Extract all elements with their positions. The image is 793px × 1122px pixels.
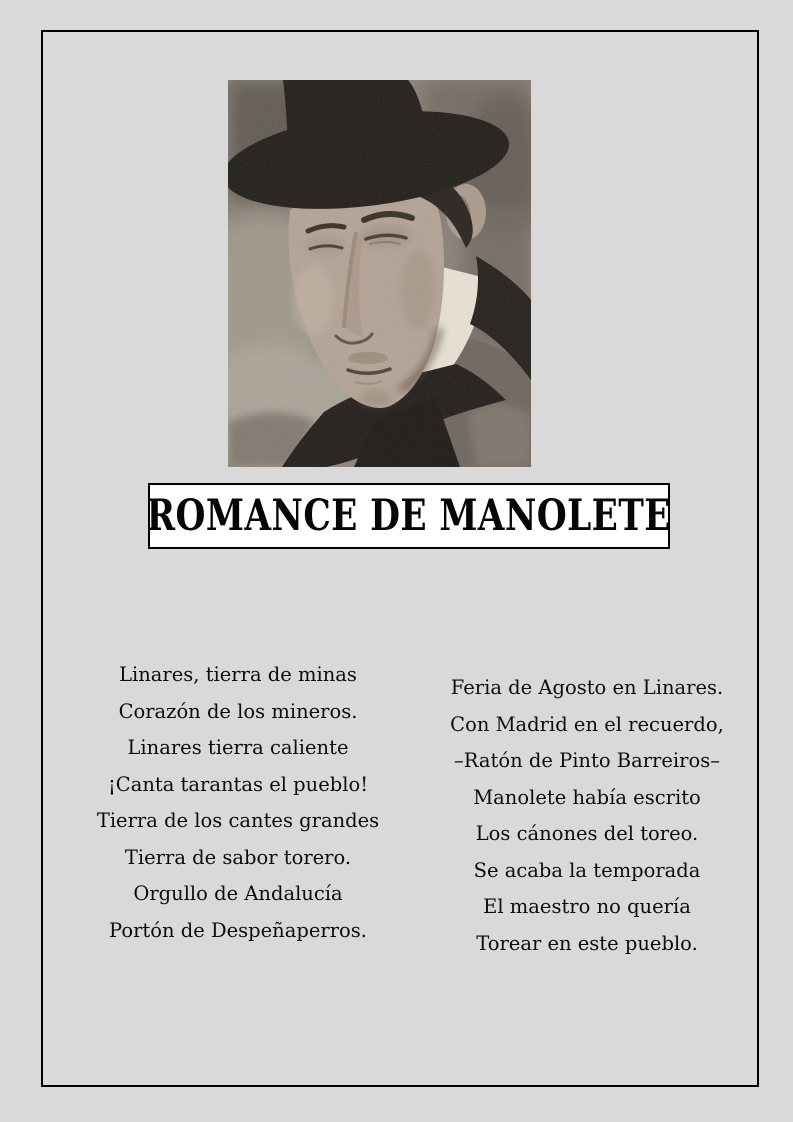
- poem-line: –Ratón de Pinto Barreiros–: [454, 749, 720, 772]
- poem-line: Torear en este pueblo.: [476, 931, 698, 955]
- manolete-portrait-photo: [228, 80, 531, 467]
- poem-line: Con Madrid en el recuerdo,: [450, 712, 724, 736]
- poem-line: Tierra de sabor torero.: [124, 845, 352, 869]
- poem-line: Manolete había escrito: [473, 785, 701, 809]
- poem-line: Linares, tierra de minas: [119, 663, 357, 686]
- portrait-illustration: [228, 80, 531, 467]
- poem-line: Los cánones del toreo.: [475, 822, 699, 845]
- poem-line: ¡Canta tarantas el pueblo!: [107, 772, 369, 796]
- poem-line: Linares tierra caliente: [127, 736, 349, 759]
- poem-line: Feria de Agosto en Linares.: [450, 676, 724, 699]
- poem-line: Se acaba la temporada: [473, 858, 701, 882]
- page-title: ROMANCE DE MANOLETE: [146, 491, 672, 541]
- poem-column-left: [78, 657, 398, 949]
- poem-line: Corazón de los mineros.: [118, 699, 358, 723]
- poem-line: Orgullo de Andalucía: [133, 882, 343, 905]
- poem-line: Portón de Despeñaperros.: [109, 918, 367, 942]
- photo-grain-overlay: [228, 80, 531, 467]
- title-box: [148, 483, 670, 549]
- poem-line: El maestro no quería: [483, 895, 691, 918]
- poem-line: Tierra de los cantes grandes: [96, 809, 380, 832]
- poem-column-right: [427, 670, 747, 962]
